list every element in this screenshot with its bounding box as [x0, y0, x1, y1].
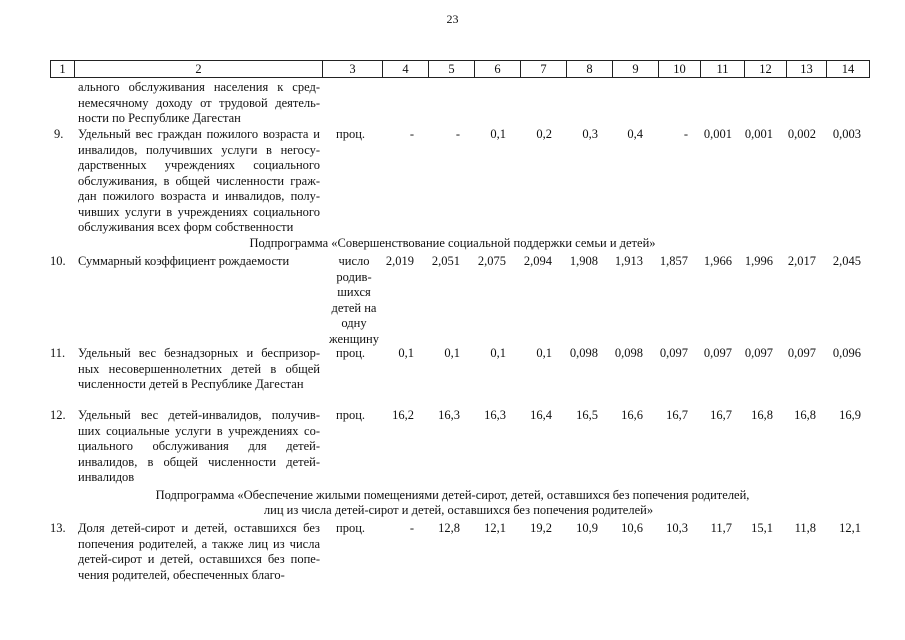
subprogram-heading: лиц из числа детей-сирот и детей, оставшихся без попечения родителей» — [263, 503, 654, 517]
value-cell: 16,5 — [576, 408, 598, 422]
value-cell: 0,001 — [744, 127, 773, 141]
column-header: 10 — [659, 61, 701, 77]
indicator-text: Удельный вес безнадзорных и беспризор-ных несовершеннолетних детей в общей численности детей в Республике Дагестан — [78, 346, 320, 391]
value-cell: 10,9 — [576, 521, 598, 535]
unit-cell: проц. — [336, 346, 366, 360]
column-header: 2 — [75, 61, 323, 77]
row-index: 10. — [50, 254, 66, 268]
value-cell: 0,4 — [627, 127, 643, 141]
value-cell: 0,097 — [703, 346, 732, 360]
value-cell: 0,097 — [787, 346, 816, 360]
column-header: 6 — [475, 61, 521, 77]
value-cell: 0,003 — [832, 127, 861, 141]
column-header: 1 — [51, 61, 75, 77]
column-header: 5 — [429, 61, 475, 77]
column-header-row — [50, 60, 870, 78]
indicator-text: Удельный вес детей-инвалидов, получив-ших социальные услуги в учреждениях со-циального обслуживания для детей-инвалидов, в общей численности детей-инвалидов — [78, 408, 320, 484]
value-cell: 0,001 — [703, 127, 732, 141]
column-header: 8 — [567, 61, 613, 77]
value-cell: 1,913 — [614, 254, 643, 268]
value-cell: 2,075 — [477, 254, 506, 268]
value-cell: - — [683, 127, 688, 141]
value-cell: 2,045 — [832, 254, 861, 268]
value-cell: 1,857 — [659, 254, 688, 268]
value-cell: 16,8 — [751, 408, 773, 422]
row-index: 12. — [50, 408, 66, 422]
value-cell: 0,002 — [787, 127, 816, 141]
indicator-text: Удельный вес граждан пожилого возраста и инвалидов, получивших услуги в негосу-дарственных учреждениях социального обслуживания, в общей численности граж-дан пожилого возраста и инвалидов, полу-чивших услуги в учреждениях социального обслуживания всех форм собственности — [78, 127, 320, 234]
row-index: 9. — [54, 127, 64, 141]
value-cell: 16,8 — [794, 408, 816, 422]
value-cell: - — [409, 521, 414, 535]
indicator-text: Доля детей-сирот и детей, оставшихся без попечения родителей, а также лиц из числа детей-сирот и детей, оставшихся без попе-чения родителей, обеспеченных благо- — [78, 521, 320, 582]
value-cell: 12,8 — [438, 521, 460, 535]
column-header: 3 — [323, 61, 383, 77]
value-cell: 0,1 — [490, 127, 506, 141]
value-cell: 2,017 — [787, 254, 816, 268]
value-cell: 16,7 — [710, 408, 732, 422]
row-index: 11. — [50, 346, 66, 360]
page-number: 23 — [446, 12, 459, 26]
column-header: 7 — [521, 61, 567, 77]
value-cell: 1,966 — [703, 254, 732, 268]
value-cell: 16,3 — [438, 408, 460, 422]
value-cell: 16,7 — [666, 408, 688, 422]
value-cell: 16,9 — [839, 408, 861, 422]
column-header: 12 — [745, 61, 787, 77]
value-cell: 15,1 — [751, 521, 773, 535]
column-header: 9 — [613, 61, 659, 77]
value-cell: 0,1 — [536, 346, 552, 360]
value-cell: 16,4 — [530, 408, 552, 422]
value-cell: 0,2 — [536, 127, 552, 141]
value-cell: 2,094 — [523, 254, 552, 268]
value-cell: 0,1 — [398, 346, 414, 360]
value-cell: 12,1 — [839, 521, 861, 535]
column-header: 11 — [701, 61, 745, 77]
value-cell: 16,3 — [484, 408, 506, 422]
value-cell: 16,2 — [392, 408, 414, 422]
value-cell: 11,8 — [794, 521, 816, 535]
indicator-text: Суммарный коэффициент рождаемости — [78, 254, 290, 268]
value-cell: 0,1 — [490, 346, 506, 360]
value-cell: 0,096 — [832, 346, 861, 360]
continuation-text: ального обслуживания населения к сред-немесячному доходу от трудовой деятель-ности по Республике Дагестан — [78, 80, 320, 125]
subprogram-heading: Подпрограмма «Совершенствование социальной поддержки семьи и детей» — [249, 236, 656, 250]
row-index: 13. — [50, 521, 66, 535]
value-cell: 12,1 — [484, 521, 506, 535]
column-header: 4 — [383, 61, 429, 77]
value-cell: 0,098 — [614, 346, 643, 360]
value-cell: 0,097 — [744, 346, 773, 360]
value-cell: 1,908 — [569, 254, 598, 268]
unit-cell: проц. — [336, 521, 366, 535]
value-cell: 0,1 — [444, 346, 460, 360]
value-cell: - — [409, 127, 414, 141]
unit-cell: проц. — [336, 127, 366, 141]
value-cell: 2,051 — [431, 254, 460, 268]
value-cell: 0,3 — [582, 127, 598, 141]
subprogram-heading: Подпрограмма «Обеспечение жилыми помещениями детей-сирот, детей, оставшихся без попечения родителей, — [155, 488, 750, 502]
value-cell: 10,6 — [621, 521, 643, 535]
value-cell: 1,996 — [744, 254, 773, 268]
value-cell: 19,2 — [530, 521, 552, 535]
value-cell: 10,3 — [666, 521, 688, 535]
value-cell: 2,019 — [385, 254, 414, 268]
column-header: 14 — [841, 62, 855, 76]
column-header: 13 — [787, 61, 827, 77]
unit-cell: число родив-шихся детей на одну женщину — [329, 254, 379, 346]
value-cell: 0,097 — [659, 346, 688, 360]
value-cell: 11,7 — [710, 521, 732, 535]
value-cell: - — [455, 127, 460, 141]
unit-cell: проц. — [336, 408, 366, 422]
value-cell: 0,098 — [569, 346, 598, 360]
value-cell: 16,6 — [621, 408, 643, 422]
